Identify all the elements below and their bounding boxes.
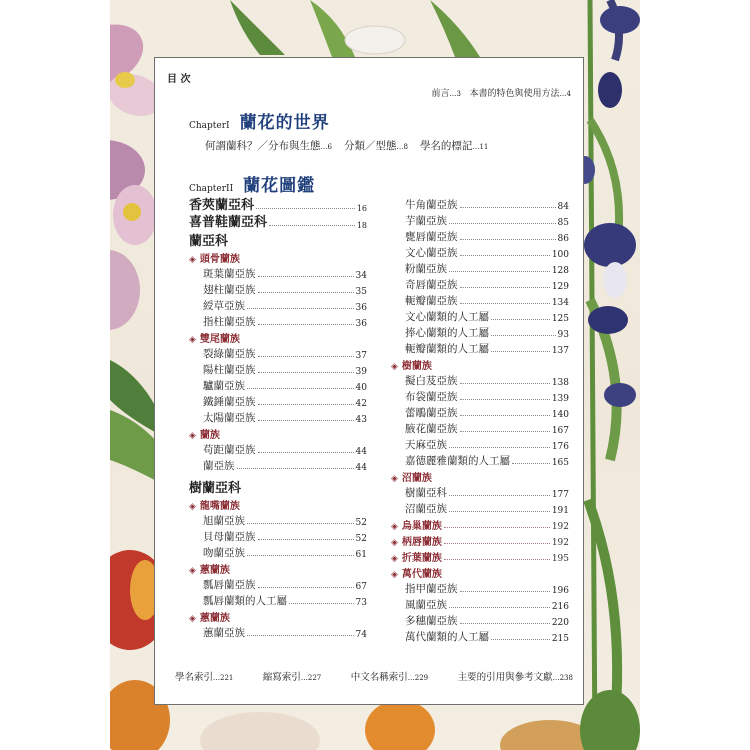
entry-page: 34 <box>355 271 367 281</box>
toc-tribe-entry[interactable] <box>189 560 367 576</box>
toc-entry[interactable] <box>391 308 569 324</box>
entry-label: 驢蘭亞族 <box>203 380 245 392</box>
entry-label: 擬白芨亞族 <box>405 375 458 387</box>
back-item[interactable]: 縮寫索引…227 <box>262 672 322 683</box>
leader-dots <box>491 639 550 640</box>
entry-label: 瓢唇蘭亞族 <box>203 579 256 591</box>
entry-label: 萬代蘭類的人工屬 <box>405 631 489 643</box>
entry-page: 67 <box>355 582 367 592</box>
chapter-1-heading[interactable] <box>189 108 330 133</box>
tribe-bullet-icon: ◈ <box>391 554 398 564</box>
leader-dots <box>491 335 556 336</box>
section-item[interactable]: 學名的標記…11 <box>419 140 489 152</box>
toc-entry[interactable] <box>391 628 569 644</box>
tribe-bullet-icon: ◈ <box>391 538 398 548</box>
chapter-2-heading[interactable] <box>189 171 315 196</box>
entry-label: 蕙蘭族 <box>199 565 230 576</box>
entry-label: 翅柱蘭亞族 <box>203 284 256 296</box>
entry-page: 18 <box>356 221 367 230</box>
leader-dots <box>460 255 550 256</box>
entry-label: 牛角蘭亞族 <box>405 199 458 211</box>
entry-label: 雙尾蘭族 <box>199 334 240 345</box>
entry-label: 樹蘭亞科 <box>405 487 447 499</box>
leader-dots <box>444 527 550 528</box>
toc-entry[interactable] <box>189 265 367 281</box>
toc-entry[interactable] <box>391 612 569 628</box>
entry-label: 柄唇蘭族 <box>401 537 442 548</box>
entry-label: 蘭亞族 <box>203 460 235 472</box>
toc-entry[interactable] <box>189 528 367 544</box>
toc-entry[interactable] <box>189 281 367 297</box>
entry-label: 捧心蘭類的人工屬 <box>405 327 489 339</box>
toc-entry[interactable] <box>391 212 569 228</box>
entry-label: 文心蘭類的人工屬 <box>405 311 489 323</box>
leader-dots <box>258 356 354 357</box>
entry-page: 43 <box>355 415 367 425</box>
toc-entry[interactable] <box>391 388 569 404</box>
entry-page: 215 <box>551 634 569 644</box>
toc-entry[interactable] <box>391 372 569 388</box>
entry-label: 天麻亞族 <box>405 439 447 451</box>
entry-label: 布袋蘭亞族 <box>405 391 458 403</box>
toc-right-column <box>391 196 569 644</box>
entry-page: 93 <box>557 330 569 340</box>
entry-label: 軛瓣蘭類的人工屬 <box>405 343 489 355</box>
toc-tribe-entry[interactable] <box>391 548 569 564</box>
leader-dots <box>460 399 550 400</box>
toc-entry[interactable] <box>391 260 569 276</box>
entry-page: 140 <box>551 410 569 420</box>
leader-dots <box>247 635 354 636</box>
toc-entry[interactable] <box>391 340 569 356</box>
entry-page: 36 <box>355 319 367 329</box>
entry-page: 36 <box>355 303 367 313</box>
leader-dots <box>444 543 550 544</box>
toc-entry[interactable] <box>391 292 569 308</box>
toc-subfamily-heading[interactable] <box>189 477 367 496</box>
entry-label: 軛瓣蘭亞族 <box>405 295 458 307</box>
leader-dots <box>258 372 354 373</box>
leader-dots <box>512 463 550 464</box>
leader-dots <box>269 225 355 226</box>
leader-dots <box>460 303 550 304</box>
tribe-bullet-icon: ◈ <box>391 522 398 532</box>
entry-label: 烏巢蘭族 <box>401 521 442 532</box>
toc-entry[interactable] <box>189 441 367 457</box>
leader-dots <box>258 276 354 277</box>
leader-dots <box>449 447 550 448</box>
toc-entry[interactable] <box>391 196 569 212</box>
tribe-bullet-icon: ◈ <box>189 255 196 265</box>
toc-entry[interactable] <box>391 596 569 612</box>
entry-page: 44 <box>355 463 367 473</box>
entry-page: 125 <box>551 314 569 324</box>
toc-entry[interactable] <box>391 244 569 260</box>
leader-dots <box>449 511 550 512</box>
chapter-title: 蘭花的世界 <box>239 113 330 133</box>
entry-label: 旭蘭亞族 <box>203 515 245 527</box>
toc-tribe-entry[interactable] <box>189 329 367 345</box>
entry-page: 86 <box>557 234 569 244</box>
entry-page: 167 <box>551 426 569 436</box>
entry-label: 沼蘭亞族 <box>405 503 447 515</box>
toc-entry[interactable] <box>189 345 367 361</box>
leader-dots <box>247 388 354 389</box>
entry-page: 134 <box>551 298 569 308</box>
entry-label: 蕙蘭亞族 <box>203 627 245 639</box>
toc-entry[interactable] <box>189 512 367 528</box>
leader-dots <box>237 468 354 469</box>
front-matter <box>431 86 571 99</box>
leader-dots <box>247 555 354 556</box>
entry-label: 多穗蘭亞族 <box>405 615 458 627</box>
leader-dots <box>449 495 550 496</box>
leader-dots <box>258 292 354 293</box>
tribe-bullet-icon: ◈ <box>189 614 196 624</box>
toc-tribe-entry[interactable] <box>189 425 367 441</box>
toc-tribe-entry[interactable] <box>391 468 569 484</box>
entry-label: 綬草亞族 <box>203 300 245 312</box>
entry-page: 84 <box>557 202 569 212</box>
entry-page: 16 <box>356 204 367 213</box>
entry-label: 樹蘭族 <box>401 361 432 372</box>
leader-dots <box>491 319 550 320</box>
entry-label: 頭骨蘭族 <box>199 254 240 265</box>
entry-page: 196 <box>551 586 569 596</box>
entry-label: 蕙蘭族 <box>199 613 230 624</box>
entry-label: 粉蘭亞族 <box>405 263 447 275</box>
toc-entry[interactable] <box>189 361 367 377</box>
leader-dots <box>449 223 556 224</box>
entry-page: 73 <box>355 598 367 608</box>
leader-dots <box>256 208 355 209</box>
entry-label: 沼蘭族 <box>401 473 432 484</box>
leader-dots <box>460 383 550 384</box>
toc-entry[interactable] <box>391 580 569 596</box>
tribe-bullet-icon: ◈ <box>391 570 398 580</box>
entry-page: 177 <box>551 490 569 500</box>
entry-page: 192 <box>551 538 569 548</box>
tribe-bullet-icon: ◈ <box>189 335 196 345</box>
entry-page: 52 <box>355 518 367 528</box>
leader-dots <box>491 351 550 352</box>
entry-page: 165 <box>551 458 569 468</box>
entry-page: 61 <box>355 550 367 560</box>
toc-tribe-entry[interactable] <box>189 608 367 624</box>
toc-entry[interactable] <box>391 420 569 436</box>
leader-dots <box>247 308 354 309</box>
entry-label: 風蘭亞族 <box>405 599 447 611</box>
entry-label: 萬代蘭族 <box>401 569 442 580</box>
toc-tribe-entry[interactable] <box>391 516 569 532</box>
leader-dots <box>247 523 354 524</box>
front-item[interactable]: 前言…3 <box>431 89 461 99</box>
tribe-bullet-icon: ◈ <box>189 431 196 441</box>
toc-entry[interactable] <box>189 624 367 640</box>
entry-label: 太陽蘭亞族 <box>203 412 256 424</box>
chapter-1-sections <box>205 138 488 153</box>
leader-dots <box>258 452 354 453</box>
entry-label: 瓢唇蘭類的人工屬 <box>203 595 287 607</box>
toc-entry[interactable] <box>391 484 569 500</box>
entry-label: 指柱蘭亞族 <box>203 316 256 328</box>
toc-entry[interactable] <box>391 500 569 516</box>
toc-entry[interactable] <box>189 313 367 329</box>
leader-dots <box>258 404 354 405</box>
leader-dots <box>449 607 550 608</box>
entry-label: 腋花蘭亞族 <box>405 423 458 435</box>
leader-dots <box>460 239 556 240</box>
entry-page: 139 <box>551 394 569 404</box>
toc-tribe-entry[interactable] <box>189 496 367 512</box>
entry-label: 奇唇蘭亞族 <box>405 279 458 291</box>
entry-page: 137 <box>551 346 569 356</box>
blue-orchid-illustration <box>575 0 640 750</box>
entry-page: 42 <box>355 399 367 409</box>
toc-panel <box>154 57 584 705</box>
toc-entry[interactable] <box>189 576 367 592</box>
entry-label: 鐵錘蘭亞族 <box>203 396 256 408</box>
tribe-bullet-icon: ◈ <box>189 502 196 512</box>
section-item[interactable]: 分類／型態…8 <box>343 140 408 152</box>
leader-dots <box>460 207 556 208</box>
leader-dots <box>258 420 354 421</box>
entry-page: 129 <box>551 282 569 292</box>
toc-entry[interactable] <box>391 276 569 292</box>
toc-entry[interactable] <box>189 457 367 473</box>
entry-label: 苟距蘭亞族 <box>203 444 256 456</box>
entry-label: 樹蘭亞科 <box>189 481 242 496</box>
toc-entry[interactable] <box>189 592 367 608</box>
toc-entry[interactable] <box>189 213 367 230</box>
entry-page: 39 <box>355 367 367 377</box>
toc-left-column <box>189 196 367 640</box>
leader-dots <box>460 591 550 592</box>
toc-tribe-entry[interactable] <box>391 532 569 548</box>
entry-label: 香莢蘭亞科 <box>189 198 255 213</box>
entry-page: 138 <box>551 378 569 388</box>
back-item[interactable]: 主要的引用與參考文獻…238 <box>457 672 573 683</box>
entry-page: 100 <box>551 250 569 260</box>
entry-page: 74 <box>355 630 367 640</box>
entry-label: 蘭亞科 <box>189 234 229 249</box>
toc-subfamily-heading[interactable] <box>189 230 367 249</box>
toc-entry[interactable] <box>391 228 569 244</box>
leader-dots <box>460 287 550 288</box>
entry-label: 龍嘴蘭族 <box>199 501 240 512</box>
entry-page: 176 <box>551 442 569 452</box>
entry-page: 85 <box>557 218 569 228</box>
toc-entry[interactable] <box>189 409 367 425</box>
tribe-bullet-icon: ◈ <box>391 474 398 484</box>
entry-page: 44 <box>355 447 367 457</box>
toc-entry[interactable] <box>189 297 367 313</box>
entry-label: 貝母蘭亞族 <box>203 531 256 543</box>
back-item[interactable]: 中文名稱索引…229 <box>350 672 429 683</box>
section-item[interactable]: 何謂蘭科？／分布與生態…6 <box>205 140 332 152</box>
toc-heading: 目 次 <box>167 74 191 85</box>
entry-page: 128 <box>551 266 569 276</box>
toc-entry[interactable] <box>391 452 569 468</box>
leader-dots <box>289 603 354 604</box>
entry-page: 220 <box>551 618 569 628</box>
leader-dots <box>460 623 550 624</box>
toc-tribe-entry[interactable] <box>391 356 569 372</box>
toc-tribe-entry[interactable] <box>189 249 367 265</box>
leader-dots <box>449 271 550 272</box>
chapter-title: 蘭花圖鑑 <box>243 176 316 196</box>
leader-dots <box>460 431 550 432</box>
entry-label: 吻蘭亞族 <box>203 547 245 559</box>
leader-dots <box>258 539 354 540</box>
toc-tribe-entry[interactable] <box>391 564 569 580</box>
leader-dots <box>444 559 550 560</box>
back-matter <box>175 669 573 683</box>
entry-page: 37 <box>355 351 367 361</box>
entry-page: 40 <box>355 383 367 393</box>
entry-label: 斑葉蘭亞族 <box>203 268 256 280</box>
front-item[interactable]: 本書的特色與使用方法…4 <box>469 89 571 99</box>
entry-page: 192 <box>551 522 569 532</box>
tribe-bullet-icon: ◈ <box>189 566 196 576</box>
entry-page: 195 <box>551 554 569 564</box>
entry-page: 52 <box>355 534 367 544</box>
leader-dots <box>460 415 550 416</box>
entry-label: 指甲蘭亞族 <box>405 583 458 595</box>
entry-label: 甕唇蘭亞族 <box>405 231 458 243</box>
entry-label: 陽柱蘭亞族 <box>203 364 256 376</box>
leader-dots <box>258 587 354 588</box>
entry-label: 文心蘭亞族 <box>405 247 458 259</box>
entry-label: 折葉蘭族 <box>401 553 442 564</box>
entry-label: 裂綠蘭亞族 <box>203 348 256 360</box>
chapter-label: ChapterII <box>189 184 234 194</box>
entry-label: 喜普鞋蘭亞科 <box>189 215 268 230</box>
toc-entry[interactable] <box>189 377 367 393</box>
entry-label: 嘉德麗雅蘭類的人工屬 <box>405 455 510 467</box>
entry-page: 216 <box>551 602 569 612</box>
back-item[interactable]: 學名索引…221 <box>175 672 234 683</box>
entry-label: 芋蘭亞族 <box>405 215 447 227</box>
book-page <box>110 0 640 750</box>
leader-dots <box>258 324 354 325</box>
toc-entry[interactable] <box>189 393 367 409</box>
toc-entry[interactable] <box>189 544 367 560</box>
entry-page: 191 <box>551 506 569 516</box>
entry-label: 蘭族 <box>199 430 220 441</box>
tribe-bullet-icon: ◈ <box>391 362 398 372</box>
toc-entry[interactable] <box>391 436 569 452</box>
chapter-label: ChapterI <box>189 121 230 131</box>
entry-label: 蕾鵰蘭亞族 <box>405 407 458 419</box>
toc-entry[interactable] <box>391 404 569 420</box>
toc-entry[interactable] <box>391 324 569 340</box>
entry-page: 35 <box>355 287 367 297</box>
